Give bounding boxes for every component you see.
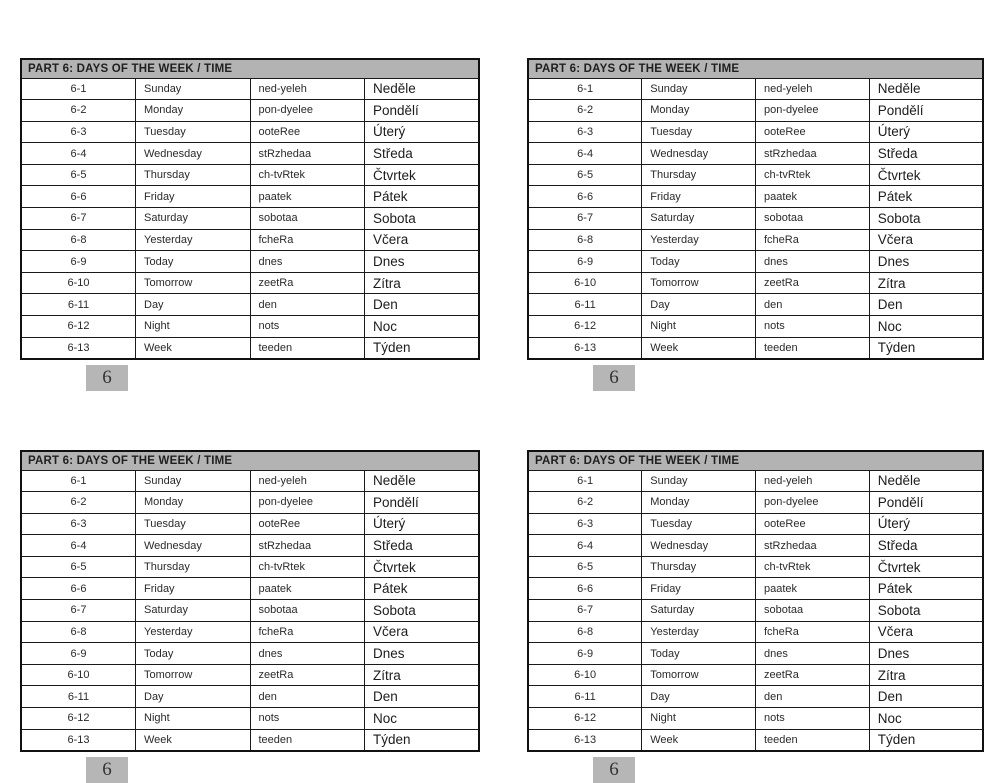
table-row (528, 643, 983, 665)
phonetic-cell: teeden (250, 729, 365, 751)
vocab-panel-bottom-left (20, 450, 480, 783)
phonetic-cell: den (250, 686, 365, 708)
row-number-cell: 6-1 (21, 78, 136, 100)
table-body (528, 470, 983, 751)
row-number-cell: 6-2 (528, 492, 642, 514)
english-cell: Week (136, 337, 251, 359)
phonetic-cell: ned-yeleh (756, 470, 870, 492)
row-number-cell: 6-9 (528, 251, 642, 273)
phonetic-cell: ooteRee (250, 513, 365, 535)
table-header-row (528, 59, 983, 78)
row-number-cell: 6-2 (21, 100, 136, 122)
english-cell: Monday (136, 100, 251, 122)
english-cell: Yesterday (642, 229, 756, 251)
czech-cell: Den (869, 294, 983, 316)
phonetic-cell: zeetRa (756, 272, 870, 294)
czech-cell: Zítra (365, 272, 480, 294)
czech-cell: Noc (365, 316, 480, 338)
table-row (21, 294, 479, 316)
row-number-cell: 6-11 (21, 686, 136, 708)
row-number-cell: 6-3 (528, 121, 642, 143)
table-row (528, 186, 983, 208)
phonetic-cell: den (756, 294, 870, 316)
czech-cell: Noc (365, 708, 480, 730)
table-row (528, 708, 983, 730)
table-row (528, 316, 983, 338)
phonetic-cell: dnes (756, 643, 870, 665)
phonetic-cell: nots (250, 708, 365, 730)
czech-cell: Sobota (869, 208, 983, 230)
page-number-badge: 6 (593, 365, 635, 391)
english-cell: Week (642, 729, 756, 751)
czech-cell: Středa (365, 143, 480, 165)
czech-cell: Den (869, 686, 983, 708)
table-row (528, 272, 983, 294)
phonetic-cell: fcheRa (756, 229, 870, 251)
czech-cell: Pátek (869, 578, 983, 600)
phonetic-cell: teeden (756, 337, 870, 359)
table-title: PART 6: DAYS OF THE WEEK / TIME (21, 451, 479, 470)
table-row (21, 251, 479, 273)
phonetic-cell: stRzhedaa (250, 535, 365, 557)
phonetic-cell: ooteRee (756, 513, 870, 535)
english-cell: Night (136, 316, 251, 338)
phonetic-cell: teeden (250, 337, 365, 359)
phonetic-cell: ch-tvRtek (756, 556, 870, 578)
table-body (21, 78, 479, 359)
english-cell: Monday (642, 100, 756, 122)
phonetic-cell: fcheRa (756, 621, 870, 643)
phonetic-cell: ooteRee (250, 121, 365, 143)
vocab-table (527, 450, 984, 752)
czech-cell: Sobota (365, 208, 480, 230)
page-number-badge: 6 (86, 365, 128, 391)
phonetic-cell: paatek (756, 186, 870, 208)
english-cell: Tomorrow (642, 664, 756, 686)
page-number-badge: 6 (593, 757, 635, 783)
table-header-row (528, 451, 983, 470)
table-row (528, 143, 983, 165)
row-number-cell: 6-13 (21, 337, 136, 359)
table-row (528, 556, 983, 578)
english-cell: Day (136, 686, 251, 708)
phonetic-cell: ch-tvRtek (250, 164, 365, 186)
table-header-row (21, 59, 479, 78)
czech-cell: Den (365, 294, 480, 316)
phonetic-cell: ch-tvRtek (250, 556, 365, 578)
czech-cell: Pondělí (365, 100, 480, 122)
row-number-cell: 6-11 (528, 294, 642, 316)
row-number-cell: 6-11 (21, 294, 136, 316)
english-cell: Week (642, 337, 756, 359)
table-row (528, 535, 983, 557)
czech-cell: Den (365, 686, 480, 708)
english-cell: Night (136, 708, 251, 730)
english-cell: Today (136, 643, 251, 665)
czech-cell: Sobota (869, 600, 983, 622)
phonetic-cell: dnes (250, 251, 365, 273)
czech-cell: Úterý (869, 513, 983, 535)
phonetic-cell: den (250, 294, 365, 316)
czech-cell: Neděle (365, 78, 480, 100)
phonetic-cell: ned-yeleh (250, 470, 365, 492)
phonetic-cell: dnes (756, 251, 870, 273)
phonetic-cell: sobotaa (756, 208, 870, 230)
phonetic-cell: fcheRa (250, 229, 365, 251)
english-cell: Today (642, 251, 756, 273)
english-cell: Day (642, 294, 756, 316)
english-cell: Tomorrow (642, 272, 756, 294)
table-row (21, 272, 479, 294)
table-header (528, 451, 983, 470)
table-row (528, 664, 983, 686)
row-number-cell: 6-5 (528, 164, 642, 186)
czech-cell: Včera (869, 621, 983, 643)
phonetic-cell: nots (250, 316, 365, 338)
row-number-cell: 6-4 (21, 143, 136, 165)
english-cell: Thursday (136, 164, 251, 186)
english-cell: Sunday (642, 470, 756, 492)
row-number-cell: 6-10 (21, 664, 136, 686)
table-row (21, 621, 479, 643)
czech-cell: Pátek (869, 186, 983, 208)
english-cell: Monday (136, 492, 251, 514)
english-cell: Tuesday (136, 513, 251, 535)
row-number-cell: 6-8 (528, 621, 642, 643)
row-number-cell: 6-8 (528, 229, 642, 251)
phonetic-cell: stRzhedaa (250, 143, 365, 165)
table-row (21, 164, 479, 186)
english-cell: Wednesday (642, 143, 756, 165)
table-row (528, 337, 983, 359)
vocab-table (20, 58, 480, 360)
czech-cell: Včera (365, 621, 480, 643)
english-cell: Tuesday (642, 121, 756, 143)
table-row (528, 600, 983, 622)
row-number-cell: 6-6 (528, 186, 642, 208)
vocab-panel-top-right (527, 58, 984, 391)
czech-cell: Zítra (869, 664, 983, 686)
table-row (21, 492, 479, 514)
row-number-cell: 6-6 (21, 186, 136, 208)
row-number-cell: 6-3 (21, 513, 136, 535)
english-cell: Sunday (136, 78, 251, 100)
english-cell: Yesterday (642, 621, 756, 643)
czech-cell: Týden (869, 337, 983, 359)
table-row (21, 229, 479, 251)
table-row (21, 78, 479, 100)
czech-cell: Pondělí (365, 492, 480, 514)
english-cell: Tuesday (136, 121, 251, 143)
table-row (21, 708, 479, 730)
table-row (21, 208, 479, 230)
row-number-cell: 6-4 (21, 535, 136, 557)
phonetic-cell: ned-yeleh (756, 78, 870, 100)
table-row (21, 535, 479, 557)
table-row (21, 664, 479, 686)
table-row (21, 600, 479, 622)
phonetic-cell: paatek (756, 578, 870, 600)
czech-cell: Dnes (869, 251, 983, 273)
czech-cell: Úterý (365, 513, 480, 535)
row-number-cell: 6-5 (21, 556, 136, 578)
row-number-cell: 6-1 (528, 470, 642, 492)
czech-cell: Dnes (869, 643, 983, 665)
czech-cell: Týden (869, 729, 983, 751)
phonetic-cell: zeetRa (250, 664, 365, 686)
phonetic-cell: pon-dyelee (250, 492, 365, 514)
row-number-cell: 6-10 (528, 272, 642, 294)
row-number-cell: 6-5 (528, 556, 642, 578)
row-number-cell: 6-10 (528, 664, 642, 686)
row-number-cell: 6-9 (528, 643, 642, 665)
english-cell: Friday (136, 186, 251, 208)
english-cell: Wednesday (136, 535, 251, 557)
czech-cell: Úterý (365, 121, 480, 143)
czech-cell: Neděle (365, 470, 480, 492)
phonetic-cell: zeetRa (250, 272, 365, 294)
vocab-table (20, 450, 480, 752)
row-number-cell: 6-1 (21, 470, 136, 492)
czech-cell: Neděle (869, 78, 983, 100)
english-cell: Friday (642, 578, 756, 600)
row-number-cell: 6-3 (21, 121, 136, 143)
czech-cell: Čtvrtek (869, 164, 983, 186)
czech-cell: Čtvrtek (365, 556, 480, 578)
english-cell: Friday (136, 578, 251, 600)
table-body (528, 78, 983, 359)
table-row (21, 143, 479, 165)
row-number-cell: 6-13 (21, 729, 136, 751)
vocab-panel-bottom-right (527, 450, 984, 783)
czech-cell: Sobota (365, 600, 480, 622)
table-row (528, 492, 983, 514)
english-cell: Night (642, 316, 756, 338)
czech-cell: Včera (365, 229, 480, 251)
czech-cell: Neděle (869, 470, 983, 492)
phonetic-cell: paatek (250, 186, 365, 208)
english-cell: Sunday (642, 78, 756, 100)
table-row (528, 294, 983, 316)
czech-cell: Zítra (869, 272, 983, 294)
table-row (528, 78, 983, 100)
row-number-cell: 6-12 (528, 708, 642, 730)
row-number-cell: 6-6 (21, 578, 136, 600)
table-header (21, 451, 479, 470)
phonetic-cell: pon-dyelee (756, 100, 870, 122)
table-row (21, 686, 479, 708)
english-cell: Sunday (136, 470, 251, 492)
phonetic-cell: teeden (756, 729, 870, 751)
english-cell: Week (136, 729, 251, 751)
table-row (528, 686, 983, 708)
row-number-cell: 6-7 (21, 208, 136, 230)
english-cell: Friday (642, 186, 756, 208)
row-number-cell: 6-7 (528, 600, 642, 622)
table-row (21, 556, 479, 578)
vocab-table (527, 58, 984, 360)
czech-cell: Středa (869, 535, 983, 557)
table-row (528, 513, 983, 535)
table-row (528, 164, 983, 186)
czech-cell: Čtvrtek (869, 556, 983, 578)
english-cell: Tuesday (642, 513, 756, 535)
row-number-cell: 6-3 (528, 513, 642, 535)
row-number-cell: 6-2 (528, 100, 642, 122)
row-number-cell: 6-4 (528, 143, 642, 165)
table-row (21, 337, 479, 359)
english-cell: Tomorrow (136, 664, 251, 686)
table-row (21, 100, 479, 122)
vocab-panel-top-left (20, 58, 480, 391)
table-row (21, 643, 479, 665)
phonetic-cell: sobotaa (250, 208, 365, 230)
english-cell: Saturday (642, 208, 756, 230)
table-title: PART 6: DAYS OF THE WEEK / TIME (528, 451, 983, 470)
row-number-cell: 6-6 (528, 578, 642, 600)
czech-cell: Středa (365, 535, 480, 557)
english-cell: Thursday (136, 556, 251, 578)
table-row (528, 208, 983, 230)
phonetic-cell: sobotaa (756, 600, 870, 622)
row-number-cell: 6-4 (528, 535, 642, 557)
english-cell: Day (642, 686, 756, 708)
row-number-cell: 6-12 (21, 708, 136, 730)
phonetic-cell: nots (756, 708, 870, 730)
czech-cell: Dnes (365, 251, 480, 273)
table-header-row (21, 451, 479, 470)
czech-cell: Pátek (365, 186, 480, 208)
row-number-cell: 6-1 (528, 78, 642, 100)
czech-cell: Středa (869, 143, 983, 165)
phonetic-cell: paatek (250, 578, 365, 600)
table-row (528, 621, 983, 643)
phonetic-cell: nots (756, 316, 870, 338)
table-row (21, 470, 479, 492)
table-row (21, 186, 479, 208)
table-row (21, 316, 479, 338)
english-cell: Night (642, 708, 756, 730)
czech-cell: Dnes (365, 643, 480, 665)
czech-cell: Včera (869, 229, 983, 251)
phonetic-cell: ooteRee (756, 121, 870, 143)
czech-cell: Noc (869, 316, 983, 338)
english-cell: Day (136, 294, 251, 316)
table-row (21, 513, 479, 535)
english-cell: Saturday (136, 600, 251, 622)
table-row (528, 470, 983, 492)
czech-cell: Úterý (869, 121, 983, 143)
english-cell: Today (136, 251, 251, 273)
row-number-cell: 6-9 (21, 643, 136, 665)
table-row (528, 578, 983, 600)
phonetic-cell: ch-tvRtek (756, 164, 870, 186)
english-cell: Wednesday (136, 143, 251, 165)
phonetic-cell: stRzhedaa (756, 535, 870, 557)
czech-cell: Týden (365, 729, 480, 751)
english-cell: Yesterday (136, 621, 251, 643)
row-number-cell: 6-10 (21, 272, 136, 294)
czech-cell: Pondělí (869, 100, 983, 122)
table-header (528, 59, 983, 78)
phonetic-cell: fcheRa (250, 621, 365, 643)
row-number-cell: 6-13 (528, 729, 642, 751)
table-row (528, 729, 983, 751)
table-row (528, 121, 983, 143)
table-header (21, 59, 479, 78)
table-row (528, 251, 983, 273)
table-row (528, 100, 983, 122)
phonetic-cell: zeetRa (756, 664, 870, 686)
row-number-cell: 6-13 (528, 337, 642, 359)
row-number-cell: 6-7 (21, 600, 136, 622)
english-cell: Tomorrow (136, 272, 251, 294)
phonetic-cell: den (756, 686, 870, 708)
english-cell: Saturday (136, 208, 251, 230)
czech-cell: Týden (365, 337, 480, 359)
english-cell: Thursday (642, 164, 756, 186)
table-row (21, 578, 479, 600)
row-number-cell: 6-12 (528, 316, 642, 338)
phonetic-cell: stRzhedaa (756, 143, 870, 165)
row-number-cell: 6-8 (21, 229, 136, 251)
table-body (21, 470, 479, 751)
table-row (21, 121, 479, 143)
row-number-cell: 6-9 (21, 251, 136, 273)
english-cell: Today (642, 643, 756, 665)
czech-cell: Pátek (365, 578, 480, 600)
row-number-cell: 6-11 (528, 686, 642, 708)
czech-cell: Zítra (365, 664, 480, 686)
english-cell: Wednesday (642, 535, 756, 557)
row-number-cell: 6-2 (21, 492, 136, 514)
english-cell: Monday (642, 492, 756, 514)
phonetic-cell: pon-dyelee (756, 492, 870, 514)
row-number-cell: 6-7 (528, 208, 642, 230)
czech-cell: Čtvrtek (365, 164, 480, 186)
phonetic-cell: sobotaa (250, 600, 365, 622)
phonetic-cell: ned-yeleh (250, 78, 365, 100)
english-cell: Yesterday (136, 229, 251, 251)
table-row (21, 729, 479, 751)
phonetic-cell: pon-dyelee (250, 100, 365, 122)
phonetic-cell: dnes (250, 643, 365, 665)
row-number-cell: 6-5 (21, 164, 136, 186)
row-number-cell: 6-8 (21, 621, 136, 643)
table-title: PART 6: DAYS OF THE WEEK / TIME (528, 59, 983, 78)
row-number-cell: 6-12 (21, 316, 136, 338)
czech-cell: Pondělí (869, 492, 983, 514)
page-number-badge: 6 (86, 757, 128, 783)
english-cell: Saturday (642, 600, 756, 622)
czech-cell: Noc (869, 708, 983, 730)
table-row (528, 229, 983, 251)
english-cell: Thursday (642, 556, 756, 578)
table-title: PART 6: DAYS OF THE WEEK / TIME (21, 59, 479, 78)
